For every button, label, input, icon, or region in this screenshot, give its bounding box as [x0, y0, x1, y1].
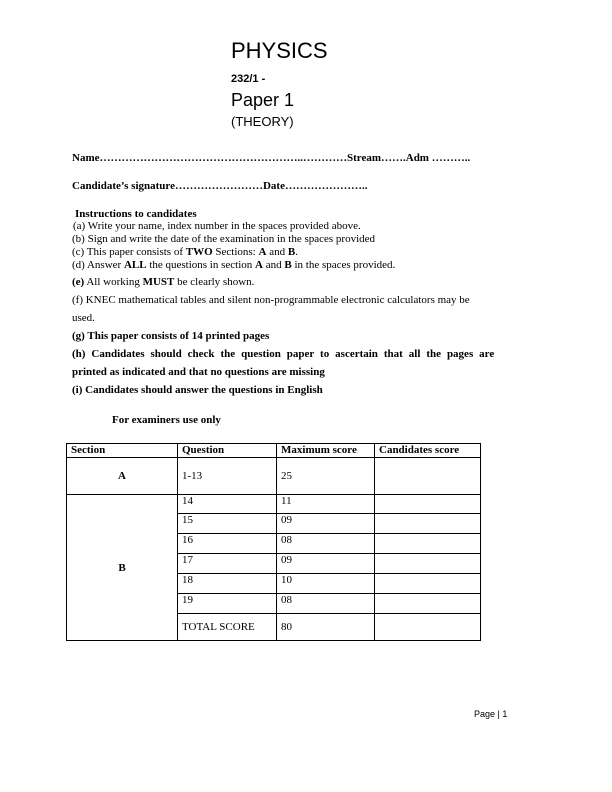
max-score-cell: 09 — [277, 514, 375, 534]
instruction-e-bold: MUST — [142, 276, 175, 288]
paper-number: Paper 1 — [231, 90, 295, 110]
instruction-c-bold: B — [287, 246, 296, 258]
candidate-score-cell[interactable] — [375, 534, 481, 554]
candidate-score-cell[interactable] — [375, 514, 481, 534]
instruction-d-text: (d) Answer — [72, 259, 124, 271]
instruction-d — [72, 259, 395, 271]
table-row — [67, 458, 481, 495]
instruction-c-text: (c) This paper consists of — [72, 246, 186, 258]
header-section: Section — [67, 444, 178, 458]
instruction-d-text: and — [262, 259, 285, 271]
total-candidate-score-cell[interactable] — [375, 614, 481, 641]
instruction-c — [72, 246, 298, 258]
instruction-f-line2: used. — [72, 312, 95, 324]
instruction-c-text: . — [295, 246, 298, 258]
max-score-cell: 09 — [277, 554, 375, 574]
table-row — [67, 495, 481, 514]
candidate-score-cell[interactable] — [375, 574, 481, 594]
instruction-e-text: All working — [84, 276, 143, 288]
question-cell: 15 — [178, 514, 277, 534]
signature-field-line[interactable]: Candidate’s signature……………………Date………………….. — [72, 180, 368, 192]
question-cell: 14 — [178, 495, 277, 514]
candidate-score-cell[interactable] — [375, 594, 481, 614]
instruction-c-bold: A — [258, 246, 267, 258]
instruction-e — [72, 276, 254, 288]
total-label-cell: TOTAL SCORE — [178, 614, 277, 641]
instruction-d-bold: B — [284, 259, 292, 271]
candidate-score-cell[interactable] — [375, 554, 481, 574]
instruction-c-text: Sections: — [212, 246, 259, 258]
table-header-row — [67, 444, 481, 458]
instruction-c-text: and — [266, 246, 288, 258]
instructions-title: Instructions to candidates — [75, 208, 197, 220]
paper-type: (THEORY) — [231, 114, 294, 129]
instruction-i: (i) Candidates should answer the questions in English — [72, 384, 323, 396]
instruction-d-bold: ALL — [123, 259, 147, 271]
question-cell: 19 — [178, 594, 277, 614]
total-max-score-cell: 80 — [277, 614, 375, 641]
max-score-cell: 11 — [277, 495, 375, 514]
max-score-cell: 08 — [277, 594, 375, 614]
question-cell: 17 — [178, 554, 277, 574]
header-question: Question — [178, 444, 277, 458]
paper-code: 232/1 - — [231, 73, 266, 85]
instruction-d-bold: A — [255, 259, 263, 271]
instruction-c-bold: TWO — [185, 246, 213, 258]
max-score-cell: 08 — [277, 534, 375, 554]
instruction-e-text: be clearly shown. — [174, 276, 255, 288]
instruction-d-text: in the spaces provided. — [291, 259, 396, 271]
section-a-cell: A — [67, 458, 178, 495]
instruction-h-line1: (h) Candidates should check the question paper to ascertain that all the pages are — [72, 348, 495, 360]
question-cell: 1-13 — [178, 458, 277, 495]
section-b-cell: B — [67, 495, 178, 641]
instruction-g: (g) This paper consists of 14 printed pages — [72, 330, 270, 342]
name-field-line[interactable]: Name………………………………………………..…………Stream…….Adm ……….. — [72, 152, 471, 164]
max-score-cell: 25 — [277, 458, 375, 495]
candidate-score-cell[interactable] — [375, 458, 481, 495]
page-number: Page | 1 — [474, 709, 508, 719]
header-max-score: Maximum score — [277, 444, 375, 458]
instruction-b: (b) Sign and write the date of the examination in the spaces provided — [72, 233, 376, 245]
score-table — [66, 443, 481, 641]
question-cell: 16 — [178, 534, 277, 554]
candidate-score-cell[interactable] — [375, 495, 481, 514]
instruction-f-line1: (f) KNEC mathematical tables and silent non-programmable electronic calculators may be — [72, 294, 470, 306]
instruction-e-bold: (e) — [72, 276, 85, 288]
subject-title: PHYSICS — [231, 38, 328, 63]
instruction-h-line2: printed as indicated and that no questions are missing — [72, 366, 325, 378]
instruction-a: (a) Write your name, index number in the spaces provided above. — [73, 220, 361, 232]
instruction-d-text: the questions in section — [146, 259, 256, 271]
examiners-title: For examiners use only — [112, 414, 221, 426]
question-cell: 18 — [178, 574, 277, 594]
max-score-cell: 10 — [277, 574, 375, 594]
header-candidates-score: Candidates score — [375, 444, 481, 458]
